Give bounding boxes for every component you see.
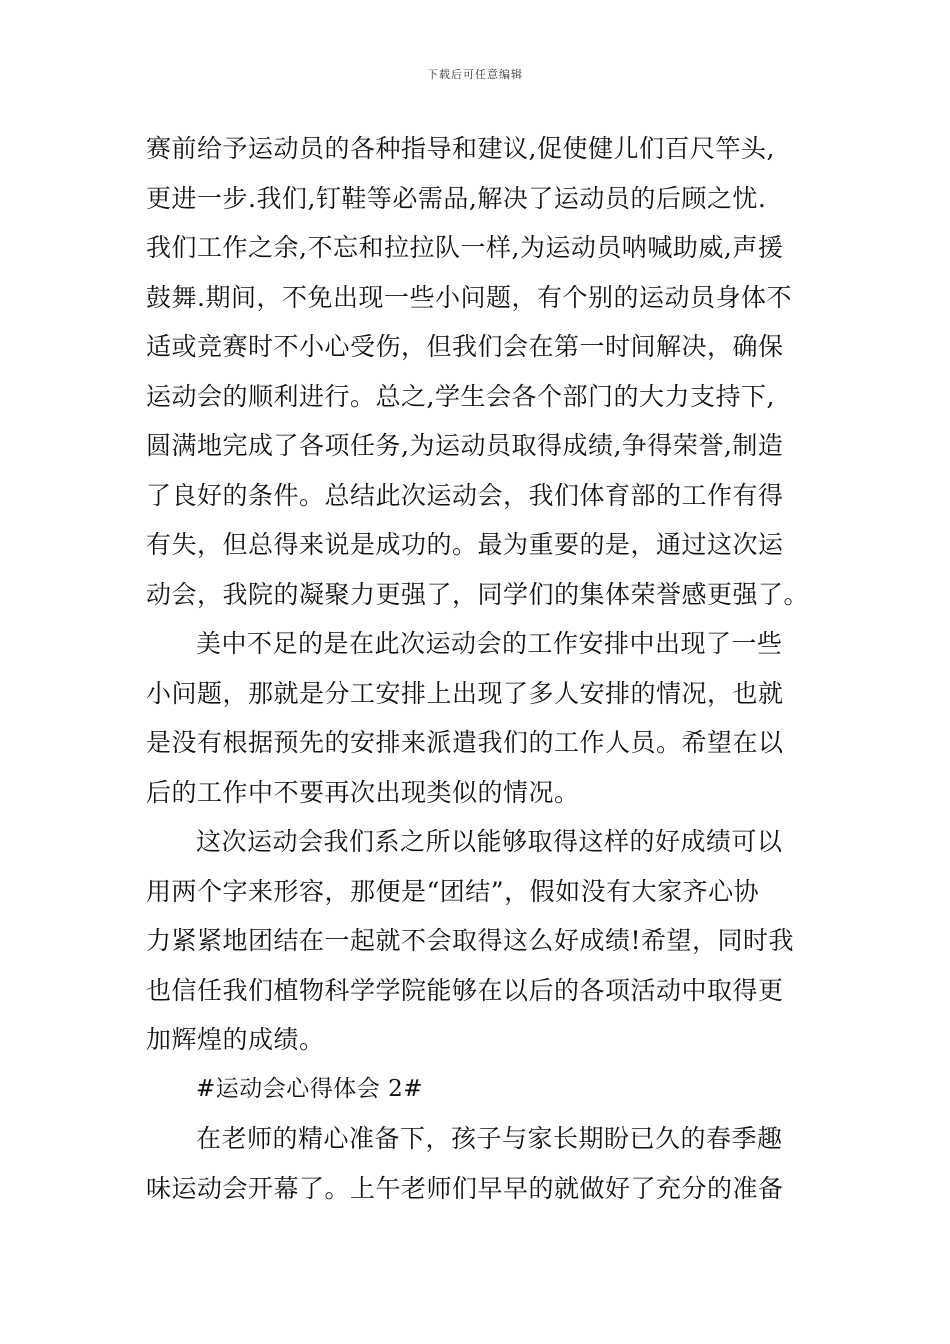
text-line: 了良好的条件。总结此次运动会，我们体育部的工作有得 bbox=[146, 480, 784, 510]
text-line: 力紧紧地团结在一起就不会取得这么好成绩!希望，同时我 bbox=[146, 926, 795, 955]
text-line: 赛前给予运动员的各种指导和建议,促使健儿们百尺竿头, bbox=[146, 134, 775, 163]
text-line: 美中不足的是在此次运动会的工作安排中出现了一些 bbox=[196, 629, 783, 658]
text-line: 鼓舞.期间，不免出现一些小问题，有个别的运动员身体不 bbox=[146, 282, 792, 312]
text-line: 也信任我们植物科学学院能够在以后的各项活动中取得更 bbox=[146, 975, 784, 1005]
text-line: 小问题，那就是分工安排上出现了多人安排的情况，也就 bbox=[146, 678, 784, 708]
text-line: 是没有根据预先的安排来派遣我们的工作人员。希望在以 bbox=[146, 728, 784, 757]
text-line: 动会，我院的凝聚力更强了，同学们的集体荣誉感更强了。 bbox=[146, 579, 810, 609]
section-heading: #运动会心得体会 2# bbox=[196, 1075, 423, 1102]
text-line: 有失，但总得来说是成功的。最为重要的是，通过这次运 bbox=[146, 530, 784, 559]
text-line: 更进一步.我们,钉鞋等必需品,解决了运动员的后顾之忧. bbox=[146, 183, 767, 213]
text-line: 适或竞赛时不小心受伤，但我们会在第一时间解决，确保 bbox=[146, 332, 784, 361]
text-line: 这次运动会我们系之所以能够取得这样的好成绩可以 bbox=[196, 827, 783, 856]
text-line: 加辉煌的成绩。 bbox=[146, 1025, 325, 1054]
body-text bbox=[146, 124, 810, 1213]
text-line: 我们工作之余,不忘和拉拉队一样,为运动员呐喊助威,声援 bbox=[146, 233, 784, 262]
text-line: 运动会的顺利进行。总之,学生会各个部门的大力支持下, bbox=[146, 381, 775, 411]
text-line: 味运动会开幕了。上午老师们早早的就做好了充分的准备 bbox=[146, 1173, 784, 1203]
text-line: 后的工作中不要再次出现类似的情况。 bbox=[146, 777, 580, 807]
text-line: 在老师的精心准备下，孩子与家长期盼已久的春季趣 bbox=[196, 1124, 783, 1153]
header-note: 下载后可任意编辑 bbox=[427, 68, 523, 81]
text-line: 用两个字来形容，那便是“团结”，假如没有大家齐心协 bbox=[146, 876, 760, 906]
text-line: 圆满地完成了各项任务,为运动员取得成绩,争得荣誉,制造 bbox=[146, 431, 784, 460]
